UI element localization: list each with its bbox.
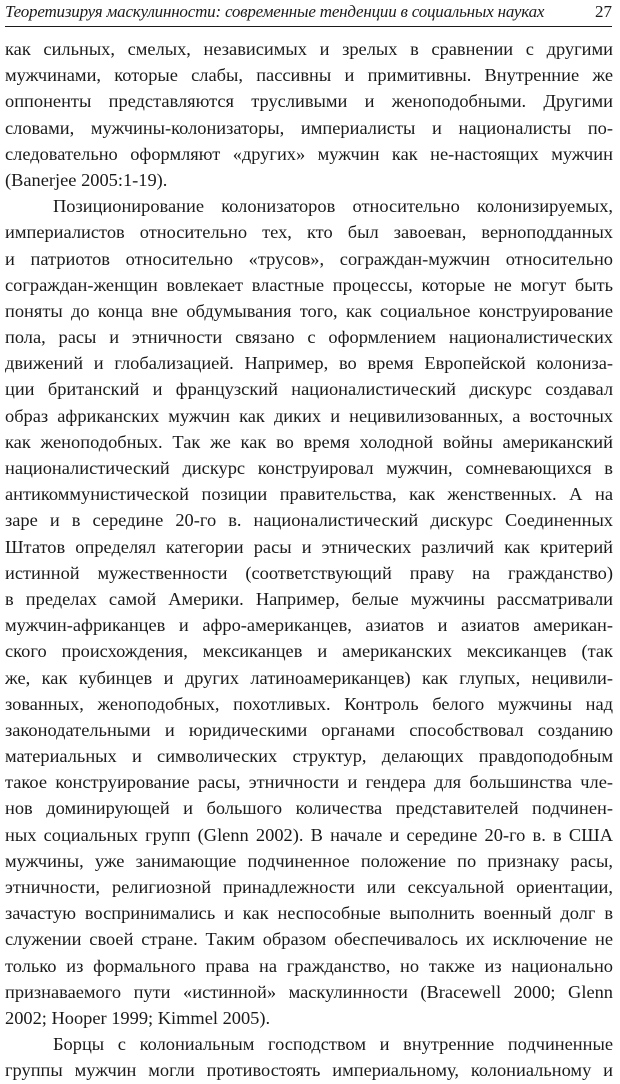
text-line: мужчин-африканцев и афро-американцев, азиатов и азиатов американ-	[5, 615, 613, 636]
text-line: (Banerjee 2005:1-19).	[5, 169, 168, 190]
text-line: Позиционирование колонизаторов относительно колонизируемых,	[53, 196, 613, 217]
text-line: оппоненты представляются трусливыми и женоподобными. Другими	[5, 91, 613, 112]
text-line: ных социальных групп (Glenn 2002). В начале и середине 20-го в. в США	[5, 824, 613, 845]
text-line: мужчины, уже занимающие подчиненное положение по признаку расы,	[5, 850, 613, 871]
text-line: антикоммунистической позиции правительства, как женственных. А на	[5, 484, 613, 505]
text-line: движений и глобализацией. Например, во время Европейской колониза-	[5, 353, 613, 374]
text-line: империалистов относительно тех, кто был завоеван, верноподданных	[5, 222, 613, 243]
text-line: зачастую воспринимались и как неспособные выполнить военный долг в	[5, 903, 613, 924]
running-header	[5, 0, 612, 27]
text-line: образ африканских мужчин как диких и нецивилизованных, а восточных	[5, 405, 613, 426]
text-line: Борцы с колониальным господством и внутренние подчиненные	[53, 1034, 613, 1055]
text-line: признаваемого пути «истинной» маскулинности (Bracewell 2000; Glenn	[5, 981, 613, 1002]
text-line: зованных, женоподобных, похотливых. Контроль белого мужчины над	[5, 693, 613, 714]
text-line: сограждан-женщин вовлекает властные процессы, которые не могут быть	[5, 274, 613, 295]
text-line: же, как кубинцев и других латиноамериканцев) как глупых, нецивили-	[5, 667, 613, 688]
text-line: Штатов определял категории расы и этнических различий как критерий	[5, 536, 613, 557]
body-text	[5, 36, 613, 1084]
text-line: законодательными и юридическими органами способствовал созданию	[5, 719, 613, 740]
text-line: этничности, религиозной принадлежности или сексуальной ориентации,	[5, 877, 613, 897]
text-line: нов доминирующей и большого количества представителей подчинен-	[5, 798, 613, 819]
text-line: заре и в середине 20-го в. националистический дискурс Соединенных	[5, 510, 613, 531]
text-line: 2002; Hooper 1999; Kimmel 2005).	[5, 1007, 271, 1028]
text-line: как женоподобных. Так же как во время холодной войны американский	[5, 431, 613, 452]
text-line: как сильных, смелых, независимых и зрелых в сравнении с другими	[5, 39, 613, 59]
text-line: истинной мужественности (соответствующий праву на гражданство)	[5, 562, 613, 583]
text-line: группы мужчин могли противостоять империальному, колониальному и	[5, 1060, 613, 1081]
text-line: только из формального права на гражданство, но также из национально	[5, 955, 613, 976]
text-line: ции британский и французский националистический дискурс создавал	[5, 379, 613, 400]
text-line: мужчинами, которые слабы, пассивны и примитивны. Внутренние же	[5, 65, 613, 86]
text-line: служении своей стране. Таким образом обеспечивалось их исключение не	[5, 929, 613, 950]
text-line: ского происхождения, мексиканцев и американских мексиканцев (так	[5, 641, 613, 662]
text-line: материальных и символических структур, делающих правдоподобным	[5, 746, 613, 767]
text-line: следовательно оформляют «других» мужчин как не-настоящих мужчин	[5, 143, 613, 164]
text-line: поняты до конца вне обдумывания того, как социальное конструирование	[5, 300, 613, 321]
text-line: пола, расы и этничности связано с оформлением националистических	[5, 327, 613, 348]
text-line: националистический дискурс конструировал мужчин, сомневающихся в	[5, 458, 613, 478]
text-line: в пределах самой Америки. Например, белые мужчины рассматривали	[5, 588, 613, 609]
text-line: такое конструирование расы, этничности и гендера для большинства чле-	[5, 772, 613, 793]
running-title: Теоретизируя маскулинности: современные тенденции в социальных науках	[5, 2, 545, 21]
text-line: словами, мужчины-колонизаторы, империалисты и националисты по-	[5, 117, 613, 138]
page-number: 27	[595, 2, 612, 21]
text-line: и патриотов относительно «трусов», сограждан-мужчин относительно	[5, 248, 613, 269]
